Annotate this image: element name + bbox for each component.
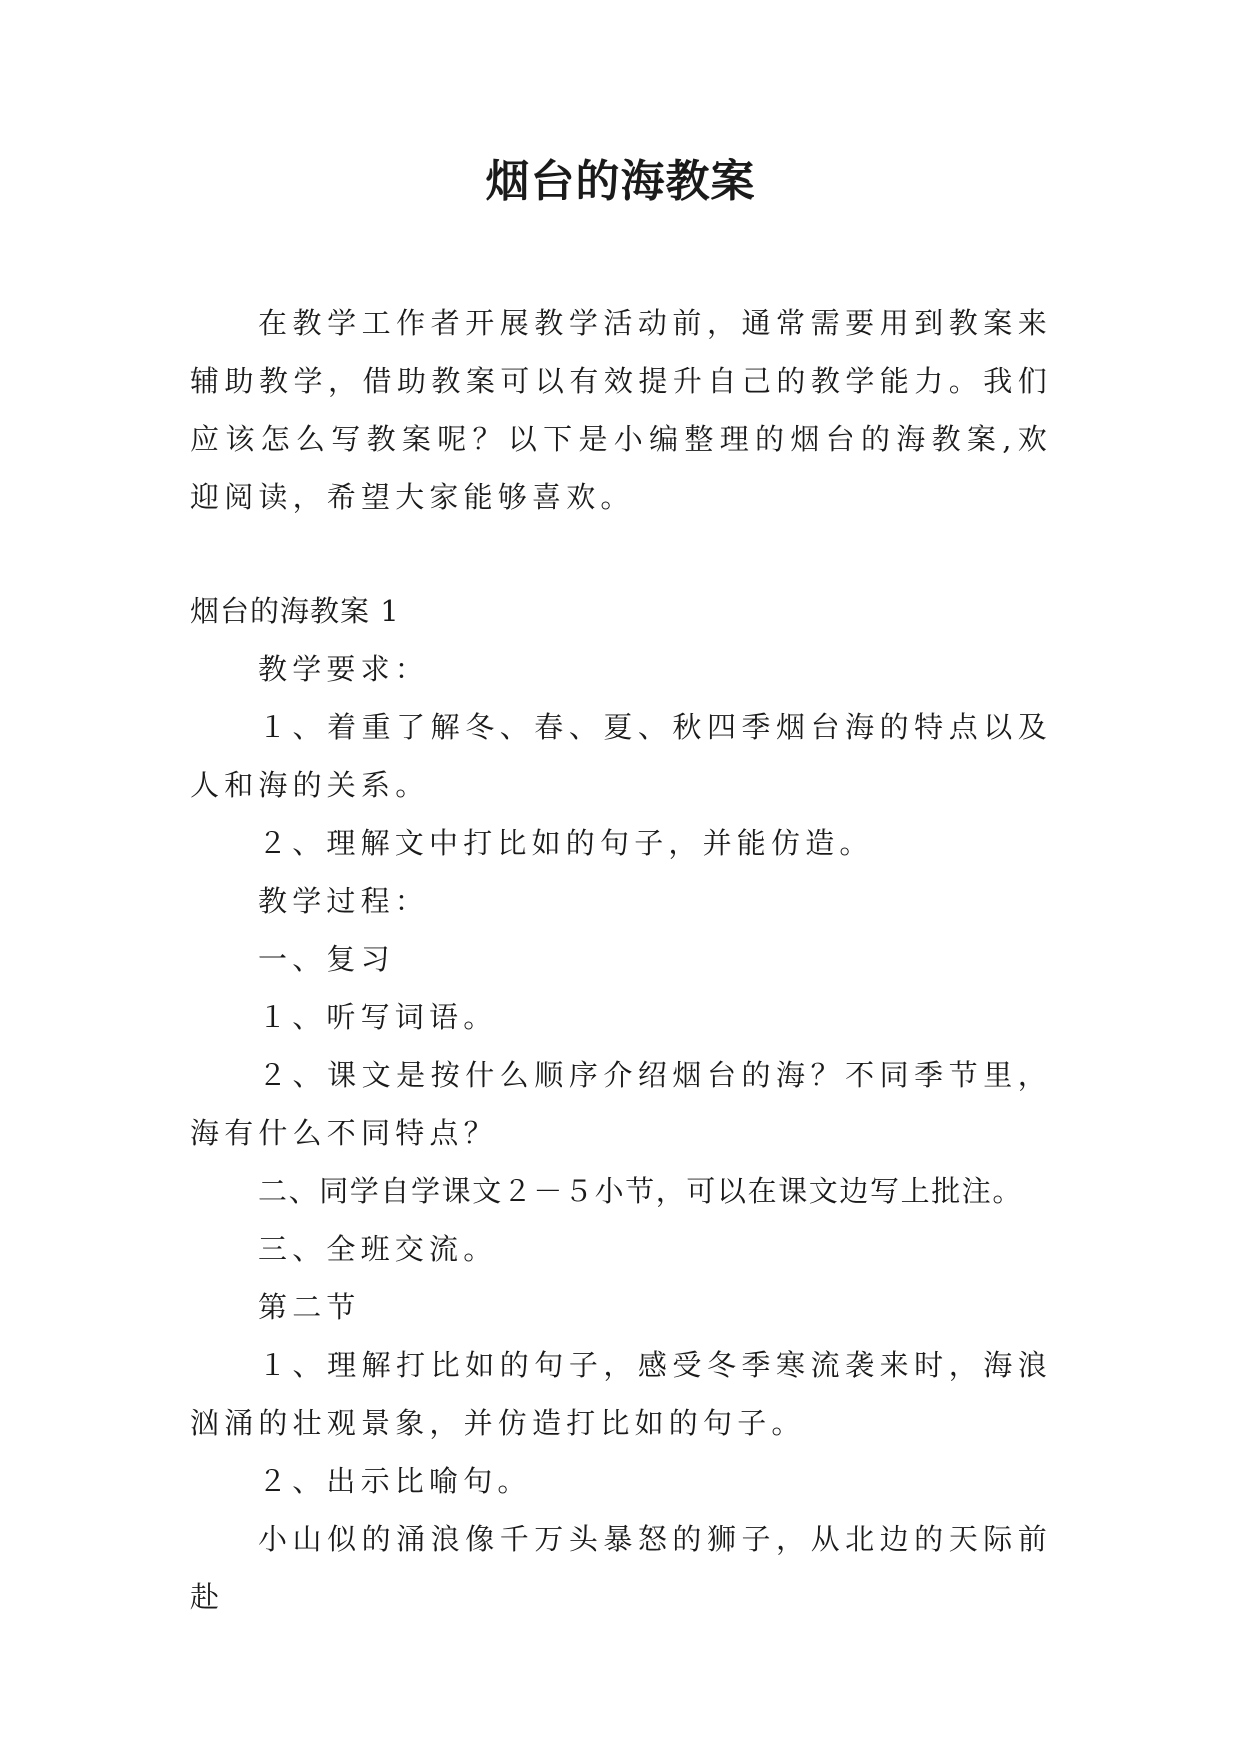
review-item-2: ２、课文是按什么顺序介绍烟台的海？不同季节里，海有什么不同特点？ [190, 1058, 1052, 1150]
intro-paragraph: 在教学工作者开展教学活动前，通常需要用到教案来辅助教学，借助教案可以有效提升自己的教学能力。我们应该怎么写教案呢？以下是小编整理的烟台的海教案,欢迎阅读，希望大家能够喜欢。 [190, 306, 1052, 514]
step-self-study: 二、同学自学课文２－５小节，可以在课文边写上批注。 [258, 1174, 1024, 1208]
section-two-item-2: ２、出示比喻句。 [258, 1464, 532, 1498]
step-class-discussion: 三、全班交流。 [258, 1232, 498, 1266]
section-two-heading: 第二节 [258, 1290, 361, 1324]
requirements-heading: 教学要求： [258, 652, 430, 686]
lesson-body [190, 640, 1052, 1626]
requirement-item-2: ２、理解文中打比如的句子，并能仿造。 [258, 826, 874, 860]
step-review: 一、复习 [258, 942, 395, 976]
requirement-item-1: １、着重了解冬、春、夏、秋四季烟台海的特点以及人和海的关系。 [190, 710, 1052, 802]
document-title: 烟台的海教案 [485, 156, 756, 207]
section-two-item-1: １、理解打比如的句子，感受冬季寒流袭来时，海浪汹涌的壮观景象，并仿造打比如的句子。 [190, 1348, 1052, 1440]
process-heading: 教学过程： [258, 884, 430, 918]
review-item-1: １、听写词语。 [258, 1000, 498, 1034]
metaphor-sentence: 小山似的涌浪像千万头暴怒的狮子，从北边的天际前赴 [190, 1522, 1052, 1614]
section-heading: 烟台的海教案 1 [190, 594, 400, 628]
